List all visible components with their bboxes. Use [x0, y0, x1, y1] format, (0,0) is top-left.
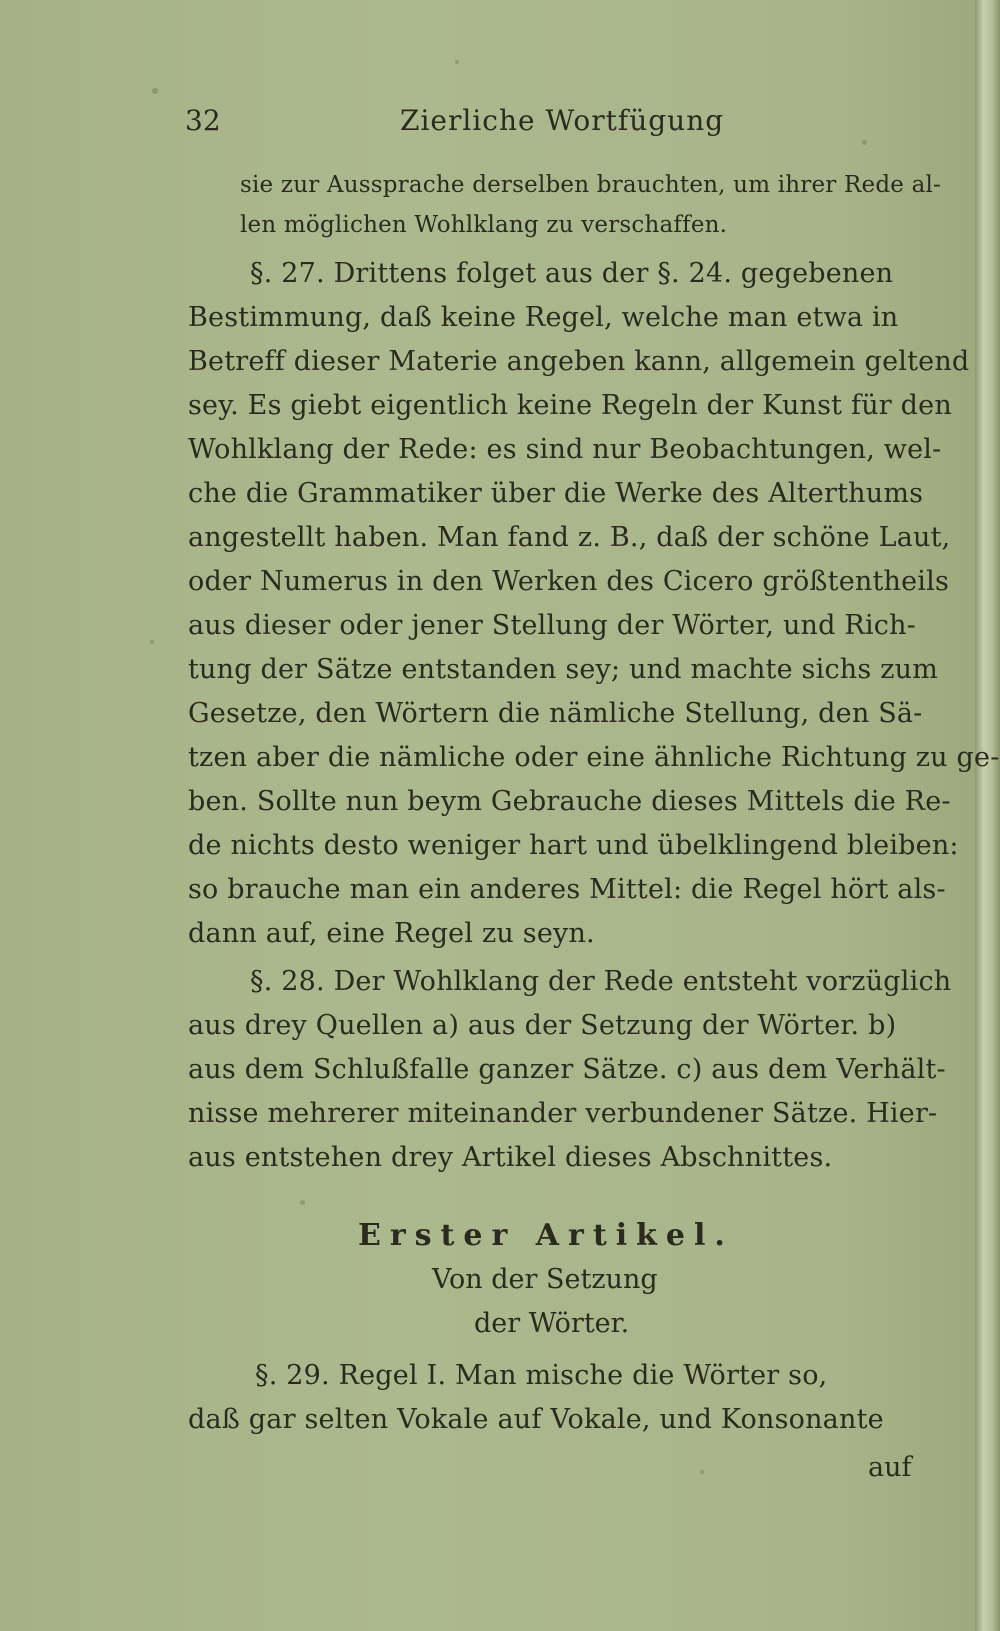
section-subtitle: Von der Setzung — [432, 1264, 658, 1295]
running-title: Zierliche Wortfügung — [400, 104, 725, 137]
paper-speck — [300, 1200, 305, 1205]
text-line: nisse mehrerer miteinander verbundener Sätze. Hier- — [188, 1098, 938, 1129]
text-line: oder Numerus in den Werken des Cicero größtentheils — [188, 566, 950, 597]
paper-speck — [150, 640, 154, 644]
text-line: de nichts desto weniger hart und übelklingend bleiben: — [188, 830, 959, 861]
text-line: so brauche man ein anderes Mittel: die Regel hört als- — [188, 874, 946, 905]
text-line: Betreff dieser Materie angeben kann, allgemein geltend — [188, 346, 970, 377]
text-line: tung der Sätze entstanden sey; und machte sichs zum — [188, 654, 939, 685]
paper-speck — [700, 1470, 704, 1474]
text-line: sey. Es giebt eigentlich keine Regeln der Kunst für den — [188, 390, 952, 421]
catchword: auf — [868, 1452, 912, 1483]
text-line: Wohlklang der Rede: es sind nur Beobachtungen, wel- — [188, 434, 942, 465]
paper-speck — [152, 88, 158, 94]
section-heading: Erster Artikel. — [358, 1218, 734, 1253]
text-line: len möglichen Wohlklang zu verschaffen. — [240, 212, 728, 238]
text-line: che die Grammatiker über die Werke des Alterthums — [188, 478, 924, 509]
text-line: dann auf, eine Regel zu seyn. — [188, 918, 595, 949]
page-number: 32 — [185, 104, 221, 137]
paragraph-28-start: §. 28. Der Wohlklang der Rede entsteht vorzüglich — [250, 966, 952, 997]
text-line: Gesetze, den Wörtern die nämliche Stellung, den Sä- — [188, 698, 923, 729]
paper-speck — [862, 140, 867, 145]
text-line: angestellt haben. Man fand z. B., daß der schöne Laut, — [188, 522, 951, 553]
book-gutter — [975, 0, 1000, 1631]
paper-speck — [455, 60, 459, 64]
text-line: daß gar selten Vokale auf Vokale, und Konsonante — [188, 1404, 884, 1435]
text-line: Bestimmung, daß keine Regel, welche man etwa in — [188, 302, 899, 333]
section-subtitle: der Wörter. — [474, 1308, 630, 1339]
paragraph-27-start: §. 27. Drittens folget aus der §. 24. gegebenen — [250, 258, 894, 289]
text-line: ben. Sollte nun beym Gebrauche dieses Mittels die Re- — [188, 786, 951, 817]
text-line: aus entstehen drey Artikel dieses Abschnittes. — [188, 1142, 833, 1173]
paragraph-29-start: §. 29. Regel I. Man mische die Wörter so, — [255, 1360, 828, 1391]
text-line: aus dieser oder jener Stellung der Wörter, und Rich- — [188, 610, 917, 641]
text-line: sie zur Aussprache derselben brauchten, um ihrer Rede al- — [240, 172, 942, 198]
text-line: aus drey Quellen a) aus der Setzung der Wörter. b) — [188, 1010, 897, 1041]
text-line: aus dem Schlußfalle ganzer Sätze. c) aus dem Verhält- — [188, 1054, 946, 1085]
text-line: tzen aber die nämliche oder eine ähnliche Richtung zu ge- — [188, 742, 1000, 773]
